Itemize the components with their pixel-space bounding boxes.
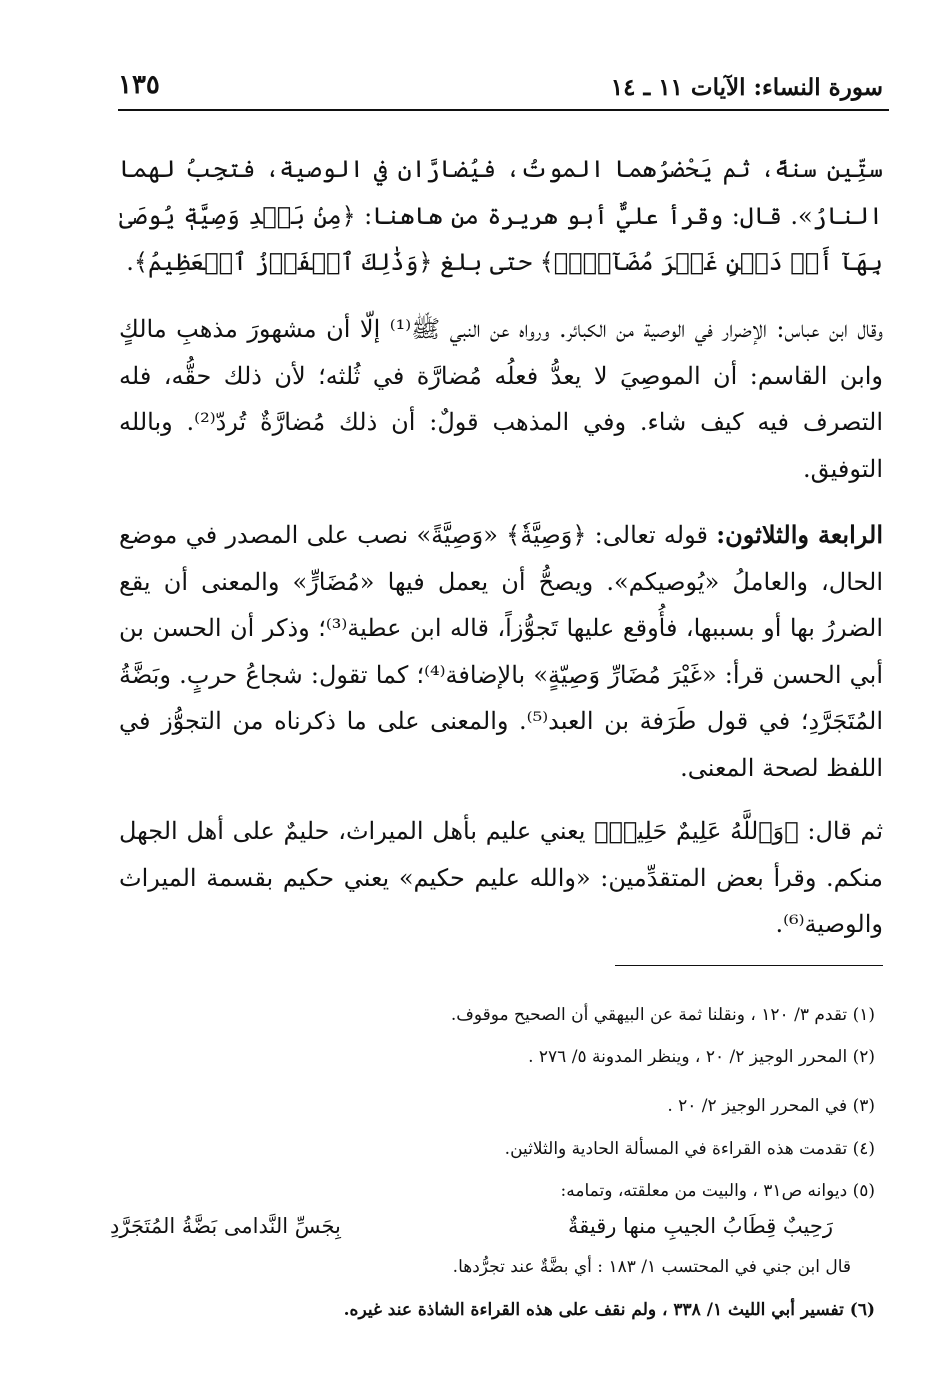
- paragraph-4: ثم قال: ﴿وَٱللَّهُ عَلِيمٌ حَلِيمٞ﴾ يعني عليم بأهل الميراث، حليمٌ على أهل الجهل منكم. وقرأ بعض المتقدِّمين: «والله عليم حكيم» يعني حكيم بقسمة الميراث والوصية⁽⁶⁾.: [119, 817, 883, 938]
- paragraph-3: [119, 512, 883, 791]
- header-rule: [118, 109, 889, 111]
- running-header-title: سورة النساء: الآيات ١١ ـ ١٤: [610, 74, 883, 101]
- poetry-verse: [110, 1209, 833, 1243]
- footnote-2: (٢) المحرر الوجيز ٢/ ٢٠ ، وينظر المدونة ٥/ ٢٧٦ .: [528, 1047, 875, 1067]
- footnote-separator: [615, 965, 883, 966]
- verse-first-hemistich: رَحِيبٌ قِطَابُ الجيبِ منها رقيقةٌ: [567, 1214, 833, 1238]
- verse-second-hemistich: بِجَسِّ النَّدامى بَضَّةُ المُتَجَرَّدِ: [110, 1214, 341, 1238]
- paragraph-1: ستِّين سنةً، ثم يَحْضرُهما الموتُ، فيُضارَّان في الوصية، فتجِبُ لهما النارُ». قال: وقرأ عليٌّ أبو هريرة من هاهنا: ﴿مِنۢ بَعۡدِ وَصِيَّةٖ يُوصَىٰ بِهَآ أَوۡ دَيۡنٍ غَيۡرَ مُضَآرّٖۚ﴾ حتى بلغ ﴿وَذَٰلِكَ ٱلۡفَوۡزُ ٱلۡعَظِيمُ﴾.: [119, 155, 883, 276]
- page-number: ١٣٥: [118, 70, 160, 100]
- paragraph-2: وقال ابن عباس: الإضرار في الوصية من الكبائر. ورواه عن النبي ﷺ⁽¹⁾ إلّا أن مشهورَ مذهبِ مالكٍ وابن القاسم: أن الموصِيَ لا يعدُّ فعلُه مُضارَّة في ثُلثه؛ لأن ذلك حقُّه، فله التصرف فيه كيف شاء. وفي المذهب قولٌ: أن ذلك مُضارَّةٌ تُردّ⁽²⁾. وبالله التوفيق.: [119, 315, 884, 483]
- footnote-3: (٣) في المحرر الوجيز ٢/ ٢٠ .: [667, 1096, 875, 1116]
- footnote-4: (٤) تقدمت هذه القراءة في المسألة الحادية والثلاثين.: [504, 1139, 875, 1159]
- footnote-1: (١) تقدم ٣/ ١٢٠ ، ونقلنا ثمة عن البيهقي أن الصحيح موقوف.: [450, 1005, 875, 1025]
- footnote-5: (٥) ديوانه ص٣١ ، والبيت من معلقته، وتمامه:: [560, 1181, 875, 1201]
- footnote-6: (٦) تفسير أبي الليث ١/ ٣٣٨ ، ولم نقف على هذه القراءة الشاذة عند غيره.: [343, 1300, 875, 1320]
- footnote-5-continuation: قال ابن جني في المحتسب ١/ ١٨٣ : أي بضَّةٌ عند تجرُّدها.: [452, 1257, 851, 1277]
- issue-heading: الرابعة والثلاثون:: [716, 520, 883, 549]
- paragraph-3-text: قوله تعالى: ﴿وَصِيَّةٗ﴾ «وَصِيَّةً» نصب على المصدر في موضع الحال، والعاملُ «يُوصيكم». ويصحُّ أن يعمل فيها «مُضَارٍّ» والمعنى أن يقع الضررُ بها أو بسببها، فأُوقع عليها تَجوُّزاً، قاله ابن عطية⁽³⁾؛ وذكر أن الحسن بن أبي الحسن قرأ: «غَيْرَ مُضَارِّ وَصِيّةٍ» بالإضافة⁽⁴⁾؛ كما تقول: شجاعُ حربٍ. وبَضَّةُ المُتَجَرَّدِ؛ في قول طَرَفة بن العبد⁽⁵⁾. والمعنى على ما ذكرناه من التجوُّز في اللفظ لصحة المعنى.: [119, 521, 884, 782]
